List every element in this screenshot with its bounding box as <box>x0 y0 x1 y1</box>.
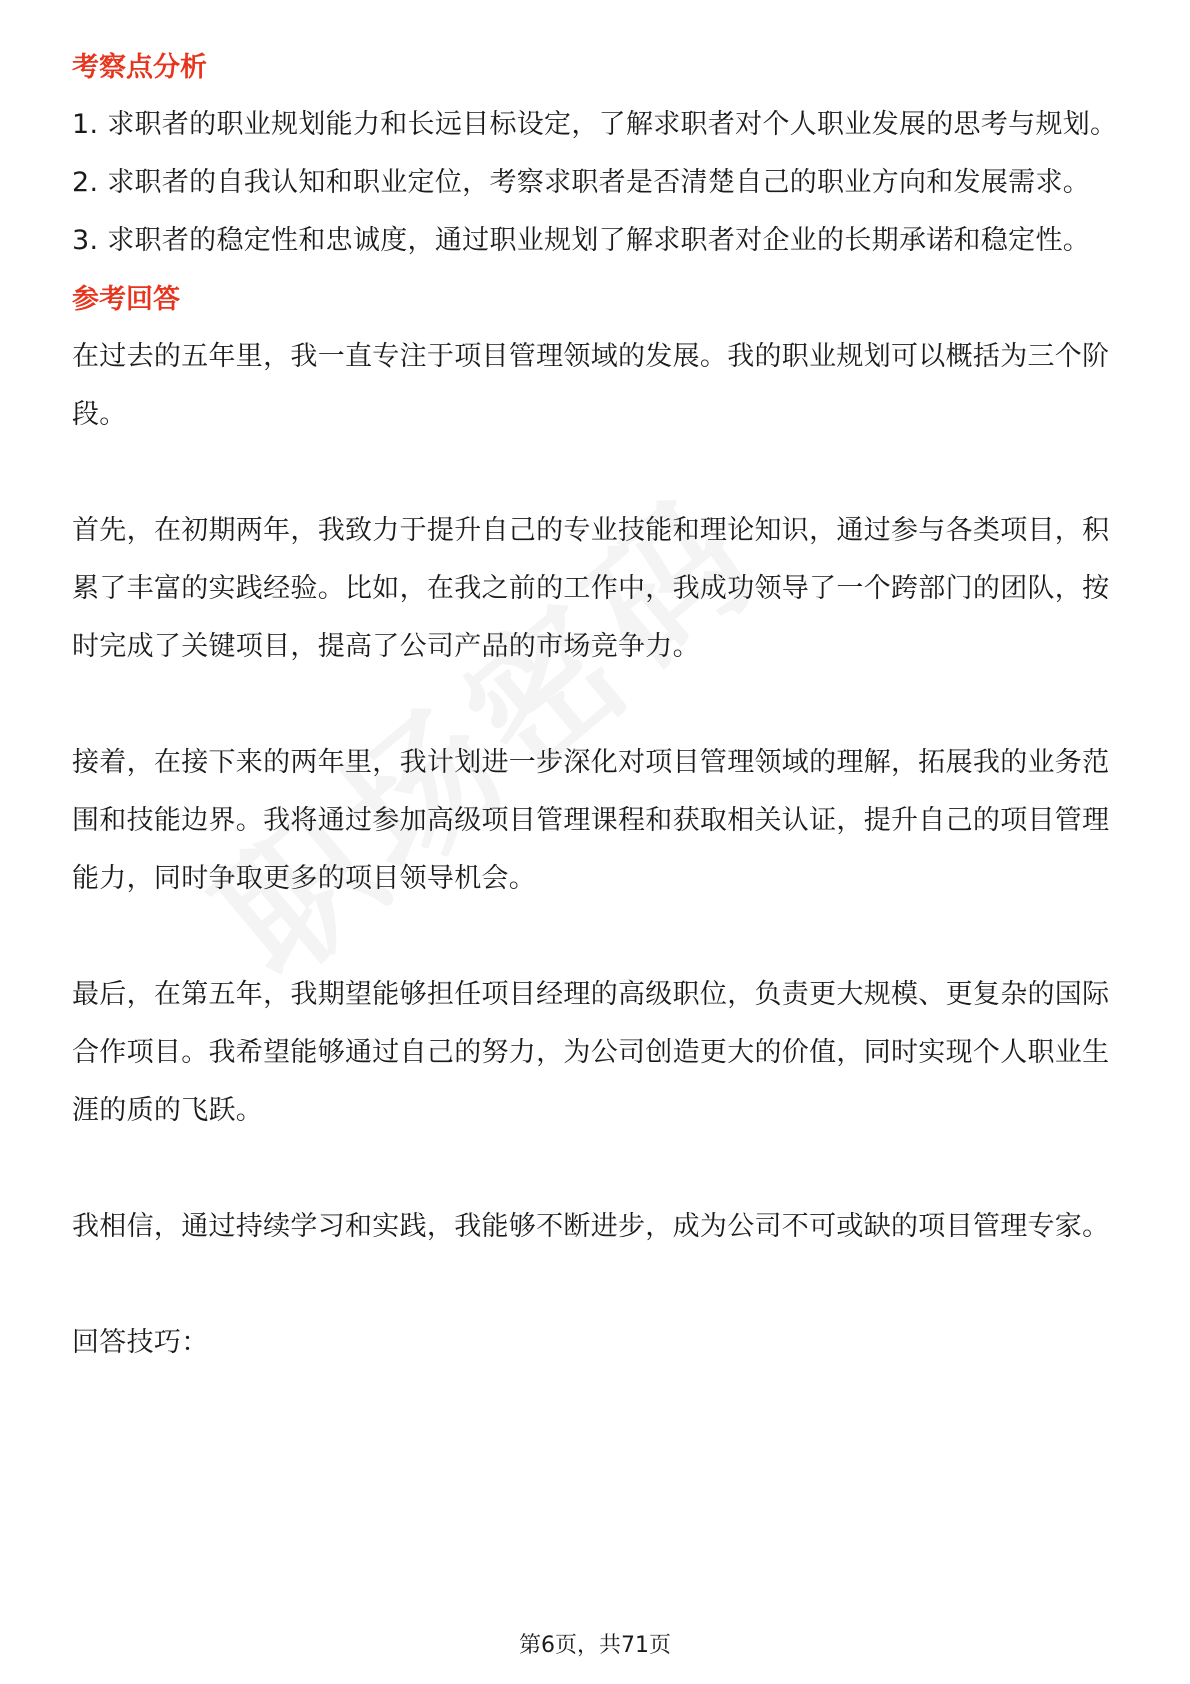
page-content <box>72 46 1122 1372</box>
answer-paragraph: 最后，在第五年，我期望能够担任项目经理的高级职位，负责更大规模、更复杂的国际合作项目。我希望能够通过自己的努力，为公司创造更大的价值，同时实现个人职业生涯的质的飞跃。 <box>72 979 1110 1126</box>
answer-paragraph: 我相信，通过持续学习和实践，我能够不断进步，成为公司不可或缺的项目管理专家。 <box>72 1211 1110 1242</box>
answer-paragraph: 首先，在初期两年，我致力于提升自己的专业技能和理论知识，通过参与各类项目，积累了丰富的实践经验。比如，在我之前的工作中，我成功领导了一个跨部门的团队，按时完成了关键项目，提高了公司产品的市场竞争力。 <box>72 515 1110 662</box>
analysis-point: 1. 求职者的职业规划能力和长远目标设定，了解求职者对个人职业发展的思考与规划。 <box>72 109 1118 140</box>
answer-paragraph: 接着，在接下来的两年里，我计划进一步深化对项目管理领域的理解，拓展我的业务范围和技能边界。我将通过参加高级项目管理课程和获取相关认证，提升自己的项目管理能力，同时争取更多的项目领导机会。 <box>72 747 1110 894</box>
section-title-analysis: 考察点分析 <box>72 52 207 83</box>
analysis-point: 3. 求职者的稳定性和忠诚度，通过职业规划了解求职者对企业的长期承诺和稳定性。 <box>72 225 1091 256</box>
page-footer: 第6页，共71页 <box>519 1633 671 1658</box>
answer-tips-heading: 回答技巧： <box>72 1327 209 1358</box>
answer-paragraph: 在过去的五年里，我一直专注于项目管理领域的发展。我的职业规划可以概括为三个阶段。 <box>72 341 1110 430</box>
section-title-answer: 参考回答 <box>72 284 180 315</box>
analysis-point: 2. 求职者的自我认知和职业定位，考察求职者是否清楚自己的职业方向和发展需求。 <box>72 167 1091 198</box>
